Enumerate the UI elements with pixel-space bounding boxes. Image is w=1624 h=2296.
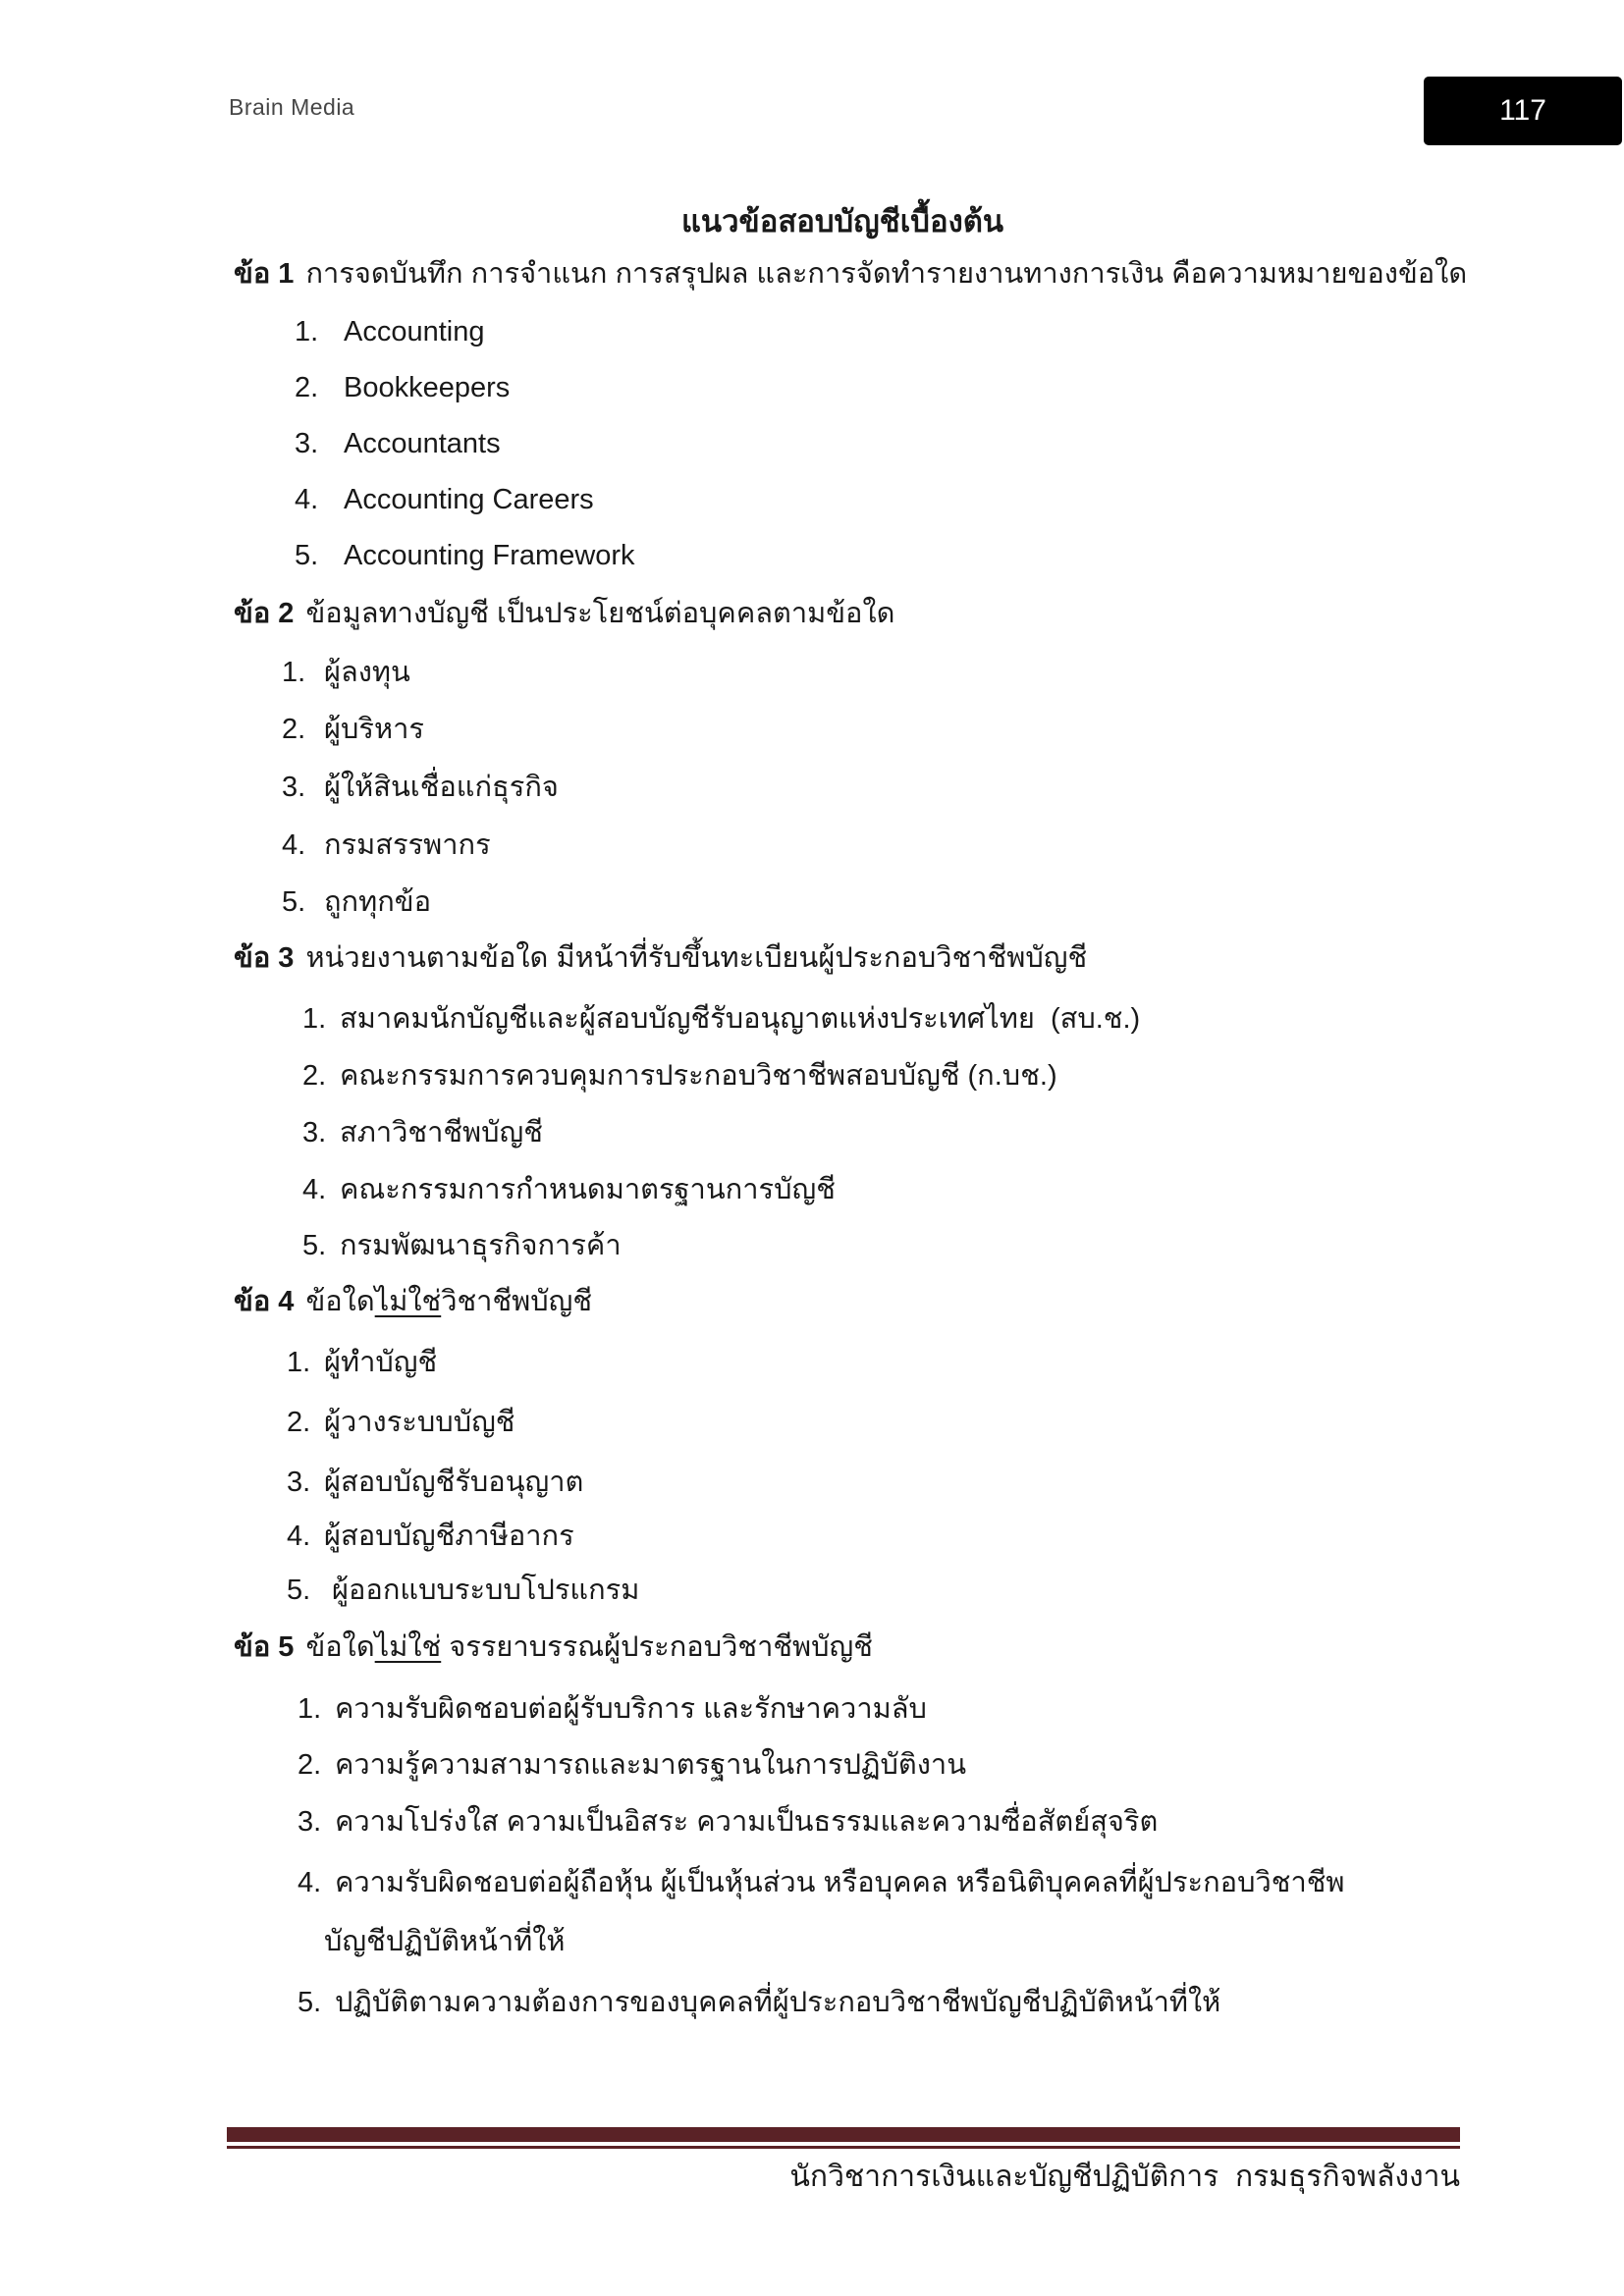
question-1-option-5 bbox=[295, 535, 635, 576]
option-number: 1. bbox=[302, 1003, 327, 1035]
question-4-option-5 bbox=[287, 1570, 639, 1611]
question-1-option-1 bbox=[295, 311, 485, 352]
option-number: 5. bbox=[302, 1230, 327, 1261]
question-5-text-underlined: ไม่ใช่ bbox=[374, 1631, 442, 1663]
question-3-option-1 bbox=[302, 998, 1140, 1040]
option-number: 4. bbox=[287, 1521, 311, 1552]
question-5-option-4 bbox=[298, 1862, 1345, 1903]
option-number: 1. bbox=[282, 657, 306, 688]
option-number: 5. bbox=[282, 886, 306, 918]
option-text: ผู้ให้สินเชื่อแก่ธุรกิจ bbox=[324, 772, 559, 803]
option-number: 3. bbox=[295, 428, 319, 459]
page-number-badge bbox=[1424, 77, 1622, 145]
option-number: 2. bbox=[302, 1060, 327, 1092]
option-number: 4. bbox=[302, 1174, 327, 1205]
question-2-text: ข้อมูลทางบัญชี เป็นประโยชน์ต่อบุคคลตามข้อใด bbox=[305, 598, 895, 629]
option-text: กรมสรรพากร bbox=[324, 829, 491, 861]
question-3-text: หน่วยงานตามข้อใด มีหน้าที่รับขึ้นทะเบียนผู้ประกอบวิชาชีพบัญชี bbox=[305, 942, 1088, 974]
question-2-option-3 bbox=[282, 767, 559, 808]
option-text: คณะกรรมการควบคุมการประกอบวิชาชีพสอบบัญชี (ก.บช.) bbox=[340, 1060, 1057, 1092]
option-text: ผู้บริหาร bbox=[324, 714, 424, 745]
question-4-option-4 bbox=[287, 1516, 574, 1557]
question-1-option-3 bbox=[295, 423, 501, 464]
option-text: Accountants bbox=[344, 428, 501, 459]
option-number: 2. bbox=[295, 372, 319, 403]
question-5-label: ข้อ 5 bbox=[234, 1631, 295, 1663]
option-number: 2. bbox=[287, 1407, 311, 1438]
option-text: ผู้ทำบัญชี bbox=[324, 1347, 438, 1378]
option-number: 3. bbox=[282, 772, 306, 803]
question-5-option-1 bbox=[298, 1688, 927, 1730]
option-text: ความรับผิดชอบต่อผู้รับบริการ และรักษาความลับ bbox=[335, 1693, 927, 1725]
option-text: สมาคมนักบัญชีและผู้สอบบัญชีรับอนุญาตแห่งประเทศไทย (สบ.ช.) bbox=[340, 1003, 1141, 1035]
footer-text: นักวิชาการเงินและบัญชีปฏิบัติการ กรมธุรกิจพลังงาน bbox=[789, 2161, 1460, 2193]
question-2-option-4 bbox=[282, 825, 491, 866]
question-2 bbox=[234, 593, 894, 634]
question-3-option-5 bbox=[302, 1225, 622, 1266]
question-4-text-pre: ข้อใด bbox=[305, 1286, 375, 1317]
question-2-label: ข้อ 2 bbox=[234, 598, 295, 629]
question-5-option-2 bbox=[298, 1744, 966, 1786]
option-number: 1. bbox=[287, 1347, 311, 1378]
option-number: 4. bbox=[295, 484, 319, 515]
question-5-text-post: จรรยาบรรณผู้ประกอบวิชาชีพบัญชี bbox=[441, 1631, 873, 1663]
question-5-option-4-continued bbox=[324, 1921, 566, 1962]
option-number: 3. bbox=[302, 1117, 327, 1148]
question-4-option-3 bbox=[287, 1462, 583, 1503]
option-text: Bookkeepers bbox=[344, 372, 511, 403]
option-number: 2. bbox=[282, 714, 306, 745]
option-number: 5. bbox=[287, 1575, 311, 1606]
question-4-label: ข้อ 4 bbox=[234, 1286, 295, 1317]
option-text: ผู้ออกแบบระบบโปรแกรม bbox=[332, 1575, 640, 1606]
footer-rule-thick bbox=[227, 2127, 1460, 2142]
question-5 bbox=[234, 1627, 873, 1668]
option-text: Accounting Framework bbox=[344, 540, 635, 571]
option-text: ความรับผิดชอบต่อผู้ถือหุ้น ผู้เป็นหุ้นส่วน หรือบุคคล หรือนิติบุคคลที่ผู้ประกอบวิชาชีพ bbox=[335, 1867, 1345, 1898]
option-text: ผู้สอบบัญชีภาษีอากร bbox=[324, 1521, 574, 1552]
option-text: ถูกทุกข้อ bbox=[324, 886, 432, 918]
option-number: 3. bbox=[298, 1806, 322, 1838]
question-4-text-underlined: ไม่ใช่ bbox=[374, 1286, 442, 1317]
option-number: 1. bbox=[295, 316, 319, 347]
question-4-option-1 bbox=[287, 1342, 437, 1383]
question-3-label: ข้อ 3 bbox=[234, 942, 295, 974]
question-5-option-3 bbox=[298, 1801, 1158, 1842]
option-number: 1. bbox=[298, 1693, 322, 1725]
question-3-option-3 bbox=[302, 1112, 543, 1153]
option-text: บัญชีปฏิบัติหน้าที่ให้ bbox=[324, 1926, 566, 1957]
question-2-option-1 bbox=[282, 652, 410, 693]
question-5-text-pre: ข้อใด bbox=[305, 1631, 375, 1663]
option-number: 3. bbox=[287, 1467, 311, 1498]
question-1-option-4 bbox=[295, 479, 594, 520]
option-text: คณะกรรมการกำหนดมาตรฐานการบัญชี bbox=[340, 1174, 836, 1205]
page-number: 117 bbox=[1499, 94, 1546, 127]
option-text: Accounting bbox=[344, 316, 485, 347]
option-text: กรมพัฒนาธุรกิจการค้า bbox=[340, 1230, 622, 1261]
option-number: 5. bbox=[298, 1987, 322, 2018]
question-5-option-5 bbox=[298, 1982, 1220, 2023]
option-number: 4. bbox=[282, 829, 306, 861]
question-1 bbox=[234, 253, 1467, 294]
question-3 bbox=[234, 937, 1087, 979]
question-4-text-post: วิชาชีพบัญชี bbox=[441, 1286, 593, 1317]
question-2-option-2 bbox=[282, 709, 424, 750]
option-text: ปฏิบัติตามความต้องการของบุคคลที่ผู้ประกอบวิชาชีพบัญชีปฏิบัติหน้าที่ให้ bbox=[335, 1987, 1221, 2018]
footer-rule-thin bbox=[227, 2146, 1460, 2149]
question-3-option-4 bbox=[302, 1169, 836, 1210]
question-3-option-2 bbox=[302, 1055, 1057, 1096]
question-1-label: ข้อ 1 bbox=[234, 258, 295, 290]
option-text: ผู้ลงทุน bbox=[324, 657, 410, 688]
question-4 bbox=[234, 1281, 592, 1322]
option-text: ความรู้ความสามารถและมาตรฐานในการปฏิบัติงาน bbox=[335, 1749, 967, 1781]
option-number: 4. bbox=[298, 1867, 322, 1898]
option-text: สภาวิชาชีพบัญชี bbox=[340, 1117, 543, 1148]
header-brand: Brain Media bbox=[229, 94, 355, 120]
option-text: ผู้วางระบบบัญชี bbox=[324, 1407, 515, 1438]
option-text: ความโปร่งใส ความเป็นอิสระ ความเป็นธรรมและความซื่อสัตย์สุจริต bbox=[335, 1806, 1159, 1838]
question-4-option-2 bbox=[287, 1402, 515, 1443]
question-1-option-2 bbox=[295, 367, 510, 408]
document-title: แนวข้อสอบบัญชีเบื้องต้น bbox=[680, 204, 1004, 239]
option-number: 2. bbox=[298, 1749, 322, 1781]
option-text: Accounting Careers bbox=[344, 484, 594, 515]
option-text: ผู้สอบบัญชีรับอนุญาต bbox=[324, 1467, 584, 1498]
question-2-option-5 bbox=[282, 881, 431, 923]
option-number: 5. bbox=[295, 540, 319, 571]
question-1-text: การจดบันทึก การจำแนก การสรุปผล และการจัดทำรายงานทางการเงิน คือความหมายของข้อใด bbox=[305, 258, 1468, 290]
